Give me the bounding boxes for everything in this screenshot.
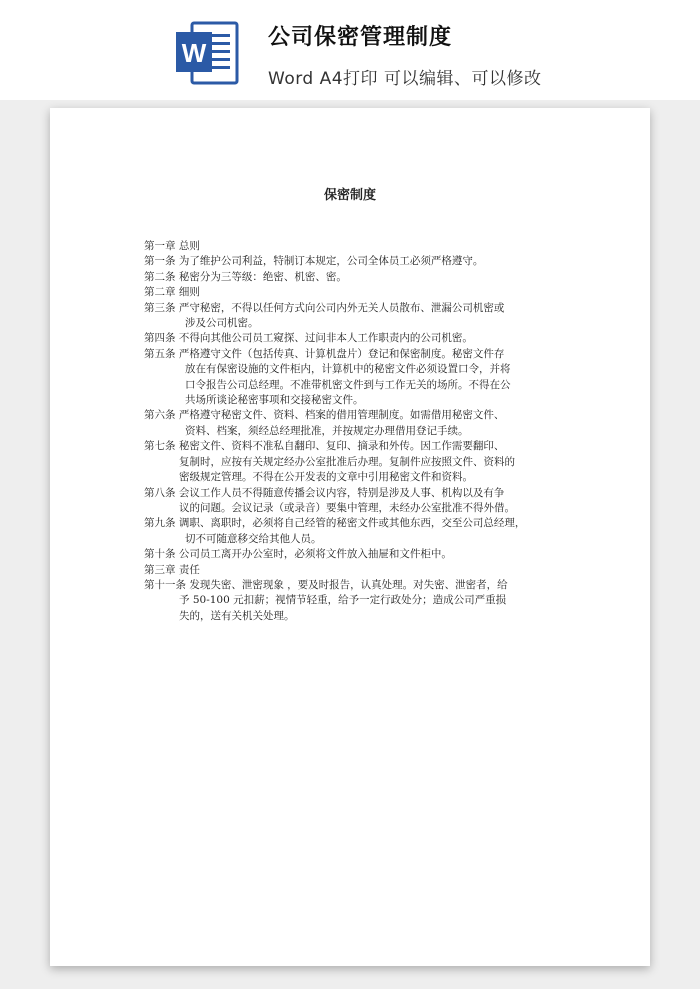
word-document-icon	[174, 20, 240, 86]
document-page	[50, 108, 650, 966]
article-continuation: 失的，送有关机关处理。	[179, 609, 295, 622]
article-continuation: 资料、档案，须经总经理批准，并按规定办理借用登记手续。	[185, 424, 469, 437]
article-continuation: 放在有保密设施的文件柜内，计算机中的秘密文件必须设置口令，并将	[185, 363, 511, 376]
article-line: 第十一条 发现失密、泄密现象 ，要及时报告，认真处理。对失密、泄密者，给	[144, 578, 508, 591]
article-line: 第八条 会议工作人员不得随意传播会议内容，特别是涉及人事、机构以及有争	[144, 486, 505, 499]
article-continuation: 复制时，应按有关规定经办公室批准后办理。复制件应按照文件、资料的	[179, 455, 515, 468]
page-title: 公司保密管理制度	[268, 25, 453, 50]
chapter-heading: 第一章 总则	[144, 240, 200, 252]
article-line: 第五条 严格遵守文件（包括传真、计算机盘片）登记和保密制度。秘密文件存	[144, 347, 505, 360]
chapter-heading: 第二章 细则	[144, 286, 200, 299]
article-continuation: 涉及公司机密。	[185, 317, 259, 330]
article-line: 第三条 严守秘密，不得以任何方式向公司内外无关人员散布、泄漏公司机密或	[144, 301, 505, 314]
article-line: 第九条 调职、离职时，必须将自己经管的秘密文件或其他东西，交至公司总经理，	[144, 517, 526, 530]
page-subtitle: Word A4打印 可以编辑、可以修改	[268, 69, 542, 89]
article-continuation: 共场所谈论秘密事项和交接秘密文件。	[185, 394, 364, 407]
article-line: 第十条 公司员工离开办公室时，必须将文件放入抽屉和文件柜中。	[144, 548, 452, 561]
article-continuation: 口令报告公司总经理。不准带机密文件到与工作无关的场所。不得在公	[185, 378, 511, 391]
article-continuation: 密级规定管理。不得在公开发表的文章中引用秘密文件和资料。	[179, 471, 473, 484]
document-body	[144, 239, 574, 624]
article-line: 第七条 秘密文件、资料不准私自翻印、复印、摘录和外传。因工作需要翻印、	[144, 440, 505, 453]
article-line: 第六条 严格遵守秘密文件、资料、档案的借用管理制度。如需借用秘密文件、	[144, 409, 505, 422]
article-line: 第四条 不得向其他公司员工窥探、过问非本人工作职责内的公司机密。	[144, 332, 473, 345]
word-icon-letter: W	[181, 38, 207, 68]
article-line: 第一条 为了维护公司利益，特制订本规定，公司全体员工必须严格遵守。	[144, 255, 484, 268]
article-continuation: 切不可随意移交给其他人员。	[185, 532, 322, 545]
header-banner	[0, 0, 700, 100]
document-title: 保密制度	[323, 188, 376, 203]
chapter-heading: 第三章 责任	[144, 563, 200, 576]
article-line: 第二条 秘密分为三等级：绝密、机密、密。	[144, 270, 347, 283]
article-continuation: 予 50-100 元扣薪；视情节轻重，给予一定行政处分；造成公司严重损	[179, 594, 507, 607]
article-continuation: 议的问题。会议记录（或录音）要集中管理，未经办公室批准不得外借。	[179, 501, 515, 514]
